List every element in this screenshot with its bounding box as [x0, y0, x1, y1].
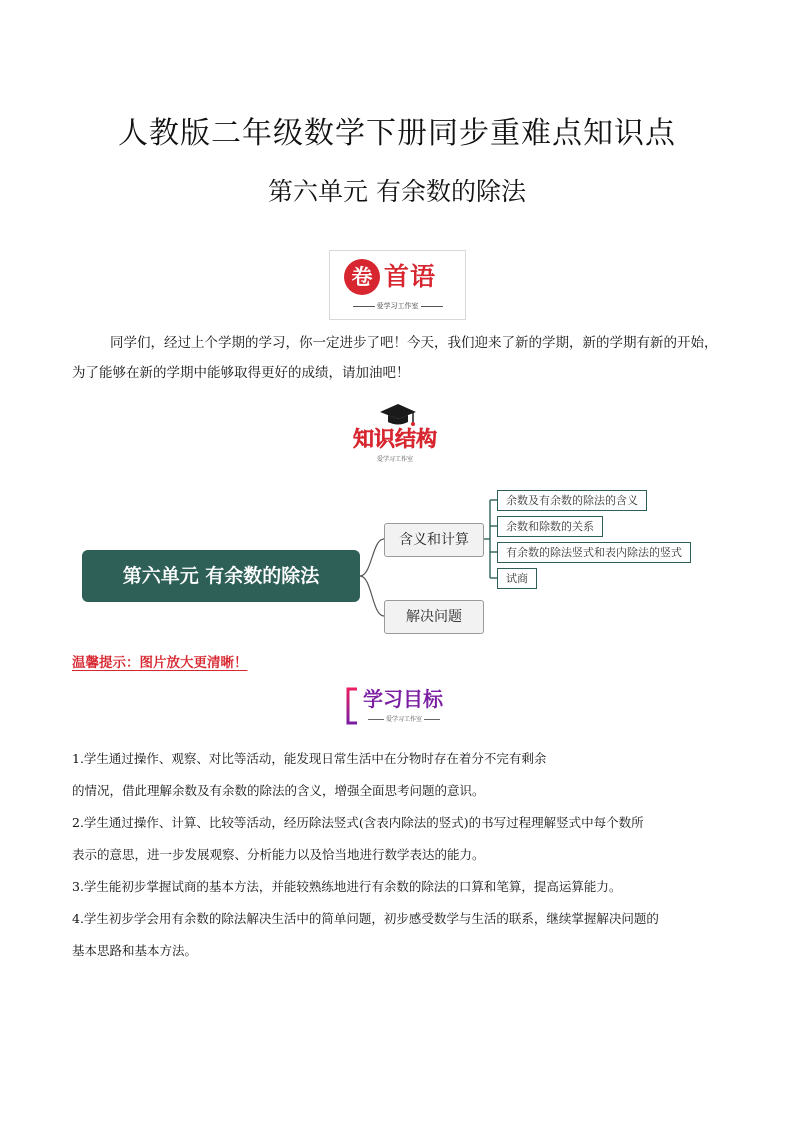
knowledge-structure-label: 知识结构: [353, 427, 437, 451]
knowledge-structure-badge: [345, 402, 449, 464]
goal-line: 3.学生能初步掌握试商的基本方法，并能较熟练地进行有余数的除法的口算和笔算，提高运算能力。: [72, 879, 622, 894]
mind-map-leaf: 余数和除数的关系: [497, 516, 603, 537]
mind-map: [0, 480, 794, 640]
mind-map-leaf: 有余数的除法竖式和表内除法的竖式: [497, 542, 691, 563]
unit-subtitle: 第六单元 有余数的除法: [268, 177, 526, 206]
intro-paragraph: 同学们，经过上个学期的学习，你一定进步了吧！今天，我们迎来了新的学期，新的学期有新的开始，为了能够在新的学期中能够取得更好的成绩，请加油吧！: [72, 335, 718, 381]
goal-line: 1.学生通过操作、观察、对比等活动，能发现日常生活中在分物时存在着分不完有剩余: [72, 751, 547, 766]
goal-line: 基本思路和基本方法。: [72, 943, 198, 958]
goal-line: 的情况，借此理解余数及有余数的除法的含义，增强全面思考问题的意识。: [72, 783, 485, 798]
learning-goals-list: [72, 743, 732, 967]
goal-line: 表示的意思，进一步发展观察、分析能力以及恰当地进行数学表达的能力。: [72, 847, 485, 862]
knowledge-structure-sub-label: 爱学习工作室: [376, 456, 413, 463]
preface-label: 首语: [384, 262, 437, 291]
learning-goals-badge: [345, 685, 449, 727]
preface-sub-label: 爱学习工作室: [340, 301, 455, 311]
mind-map-branch-meaning-calc: 含义和计算: [384, 523, 484, 557]
preface-circle-char: 卷: [344, 259, 380, 295]
learning-goals-label: 学习目标: [363, 687, 443, 711]
page-title: 人教版二年级数学下册同步重难点知识点: [118, 116, 676, 151]
learning-goals-sub-label: 爱学习工作室: [359, 714, 449, 723]
mind-map-leaf: 试商: [497, 568, 537, 589]
mind-map-leaf: 余数及有余数的除法的含义: [497, 490, 647, 511]
preface-badge: [329, 250, 466, 320]
goal-line: 4.学生初步学会用有余数的除法解决生活中的简单问题，初步感受数学与生活的联系，继续掌握解决问题的: [72, 911, 659, 926]
mind-map-root: 第六单元 有余数的除法: [82, 550, 360, 602]
goal-line: 2.学生通过操作、计算、比较等活动，经历除法竖式(含表内除法的竖式)的书写过程理解竖式中每个数所: [72, 815, 644, 830]
zoom-tip: 温馨提示：图片放大更清晰！: [72, 655, 248, 671]
mind-map-branch-problem-solving: 解决问题: [384, 600, 484, 634]
